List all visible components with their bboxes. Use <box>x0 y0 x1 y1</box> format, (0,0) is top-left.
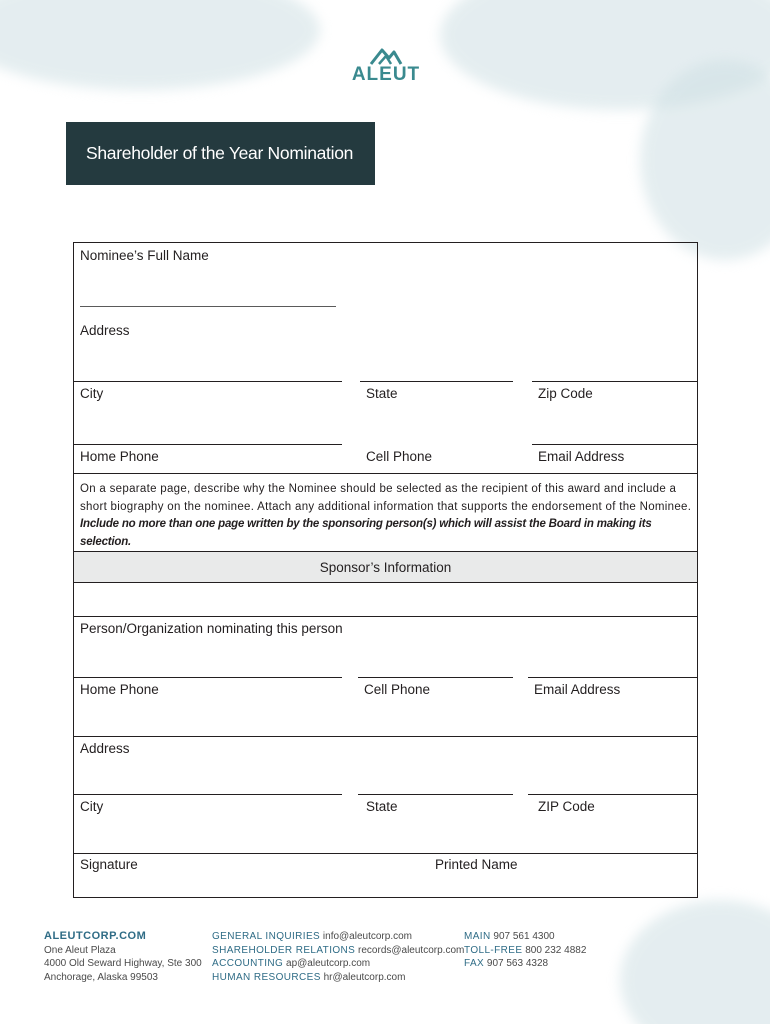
signature-label: Signature <box>80 857 138 872</box>
footer-contact-email[interactable]: info@aleutcorp.com <box>322 931 412 942</box>
footer-phone-number: 907 563 4328 <box>486 958 549 969</box>
printed-name-label: Printed Name <box>435 857 518 872</box>
footer-col-address <box>44 930 202 984</box>
divider <box>74 473 697 474</box>
instructions-emphasis: Include no more than one page written by the sponsoring person(s) which will assist the Board in making its selection. <box>80 518 652 548</box>
instructions-body: On a separate page, describe why the Nominee should be selected as the recipient of this award and include a short biography on the nominee. Attach any additional information that supports the endorsement of the Nominee. <box>80 483 692 513</box>
footer-phone-label: FAX <box>464 958 485 969</box>
sponsor-section-header <box>74 551 697 583</box>
mountain-icon <box>369 46 403 66</box>
nominee-name-label: Nominee’s Full Name <box>80 248 209 263</box>
footer-phone-number: 800 232 4882 <box>525 944 587 956</box>
watercolor-splash <box>620 900 770 1024</box>
divider <box>358 794 513 795</box>
footer-address-line: One Aleut Plaza <box>44 944 116 956</box>
logo-text: ALEUT <box>351 64 421 85</box>
sponsor-address-label: Address <box>80 741 130 756</box>
divider <box>532 381 697 382</box>
nominee-zip-label: Zip Code <box>538 386 593 401</box>
divider <box>528 794 697 795</box>
footer-contact-label: ACCOUNTING <box>212 958 284 969</box>
instructions-text <box>80 481 692 551</box>
divider <box>74 616 697 617</box>
divider <box>74 677 342 678</box>
footer-col-phones <box>464 930 586 971</box>
nominee-email-label: Email Address <box>538 449 625 464</box>
sponsor-state-label: State <box>366 799 398 814</box>
sponsor-city-label: City <box>80 799 104 814</box>
divider <box>74 794 342 795</box>
footer-contact-email[interactable]: ap@aleutcorp.com <box>286 958 371 969</box>
nominee-home-phone-label: Home Phone <box>80 449 159 464</box>
nominee-city-label: City <box>80 386 104 401</box>
divider <box>74 444 342 445</box>
sponsor-email-label: Email Address <box>534 682 621 697</box>
divider <box>74 853 697 854</box>
page-title-text: Shareholder of the Year Nomination <box>86 143 354 163</box>
divider <box>358 677 513 678</box>
nomination-form <box>73 242 698 898</box>
footer-contact-row <box>212 930 464 944</box>
divider <box>74 381 342 382</box>
footer-contact-row <box>212 971 464 985</box>
footer-contact-label: SHAREHOLDER RELATIONS <box>212 944 356 956</box>
sponsor-zip-label: ZIP Code <box>538 799 595 814</box>
footer-phone-row <box>464 930 586 944</box>
footer-phone-label: TOLL-FREE <box>464 944 523 956</box>
divider <box>532 444 697 445</box>
footer-address-line: Anchorage, Alaska 99503 <box>44 971 158 983</box>
footer-contact-label: HUMAN RESOURCES <box>212 971 321 983</box>
footer-contact-row <box>212 957 464 971</box>
divider <box>528 677 697 678</box>
divider <box>74 736 697 737</box>
nominee-name-field[interactable] <box>80 306 336 307</box>
footer-contact-row <box>212 944 464 958</box>
footer-phone-row <box>464 944 586 958</box>
footer-phone-label: MAIN <box>464 931 491 942</box>
page-title <box>66 122 375 185</box>
nominee-cell-phone-label: Cell Phone <box>366 449 433 464</box>
footer-website-link[interactable]: ALEUTCORP.COM <box>44 930 147 942</box>
nominee-state-label: State <box>366 386 398 401</box>
nominee-address-label: Address <box>80 323 130 338</box>
sponsor-home-phone-label: Home Phone <box>80 682 159 697</box>
sponsor-cell-phone-label: Cell Phone <box>364 682 431 697</box>
footer-phone-number: 907 561 4300 <box>493 931 555 942</box>
footer-contact-email[interactable]: hr@aleutcorp.com <box>323 971 406 983</box>
divider <box>360 381 513 382</box>
footer-phone-row <box>464 957 586 971</box>
sponsor-person-label: Person/Organization nominating this person <box>80 621 343 636</box>
sponsor-section-title: Sponsor’s Information <box>319 559 452 575</box>
footer-contact-label: GENERAL INQUIRIES <box>212 931 321 942</box>
watercolor-splash <box>0 0 320 90</box>
aleut-logo <box>348 46 424 94</box>
footer-contact-email[interactable]: records@aleutcorp.com <box>358 944 465 956</box>
footer-col-contacts <box>212 930 464 984</box>
footer-address-line: 4000 Old Seward Highway, Ste 300 <box>44 958 202 969</box>
